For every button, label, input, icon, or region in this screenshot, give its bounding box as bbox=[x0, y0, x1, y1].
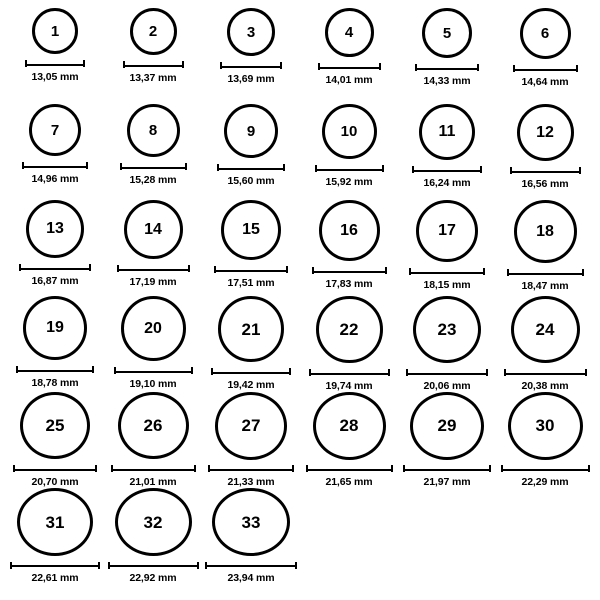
ring-grid bbox=[6, 8, 594, 584]
measure-line bbox=[211, 368, 291, 375]
measure-line bbox=[111, 465, 196, 472]
diameter-label: 13,69 mm bbox=[227, 73, 275, 85]
ring-cell[interactable] bbox=[496, 200, 594, 296]
diameter-label: 16,24 mm bbox=[423, 177, 471, 189]
measure-bracket bbox=[217, 163, 285, 172]
diameter-label: 15,92 mm bbox=[325, 176, 373, 188]
ring-circle[interactable] bbox=[316, 296, 383, 363]
ring-cell[interactable] bbox=[104, 104, 202, 200]
diameter-label: 17,19 mm bbox=[129, 276, 177, 288]
ring-cell[interactable] bbox=[6, 488, 104, 584]
ring-size-label: 32 bbox=[143, 512, 163, 532]
measure-line bbox=[507, 269, 584, 276]
ring-cell[interactable] bbox=[496, 104, 594, 200]
measure-line bbox=[108, 562, 199, 569]
ring-cell[interactable] bbox=[202, 200, 300, 296]
measure-line bbox=[412, 166, 482, 173]
measure-bracket bbox=[406, 368, 488, 377]
measure-bracket bbox=[208, 465, 294, 473]
diameter-label: 18,78 mm bbox=[31, 377, 79, 389]
ring-cell[interactable] bbox=[398, 296, 496, 392]
diameter-label: 18,15 mm bbox=[423, 279, 471, 291]
ring-circle[interactable] bbox=[124, 200, 183, 259]
ring-circle[interactable] bbox=[115, 488, 192, 556]
ring-cell[interactable] bbox=[202, 392, 300, 488]
ring-size-label: 11 bbox=[438, 123, 456, 140]
diameter-label: 14,64 mm bbox=[521, 76, 569, 88]
ring-circle[interactable] bbox=[118, 392, 189, 459]
measure-bracket bbox=[510, 166, 581, 175]
ring-cell[interactable] bbox=[496, 392, 594, 488]
ring-cell[interactable] bbox=[300, 392, 398, 488]
diameter-label: 17,83 mm bbox=[325, 278, 373, 290]
ring-cell[interactable] bbox=[6, 296, 104, 392]
measure-line bbox=[22, 162, 88, 169]
measure-line bbox=[318, 63, 381, 70]
ring-cell[interactable] bbox=[104, 392, 202, 488]
ring-size-label: 29 bbox=[437, 416, 457, 436]
measure-bracket bbox=[22, 161, 88, 170]
ring-size-label: 27 bbox=[241, 416, 261, 436]
measure-bracket bbox=[507, 268, 584, 277]
measure-line bbox=[415, 64, 479, 71]
ring-size-label: 18 bbox=[536, 222, 554, 240]
diameter-label: 16,87 mm bbox=[31, 275, 79, 287]
measure-bracket bbox=[504, 368, 587, 377]
measure-bracket bbox=[108, 561, 199, 569]
measure-line bbox=[312, 267, 387, 274]
ring-circle[interactable] bbox=[313, 392, 386, 460]
measure-bracket bbox=[25, 59, 85, 68]
ring-cell[interactable] bbox=[398, 200, 496, 296]
ring-size-label: 14 bbox=[144, 220, 162, 238]
ring-circle[interactable] bbox=[17, 488, 93, 556]
ring-cell[interactable] bbox=[202, 8, 300, 104]
ring-size-label: 15 bbox=[242, 221, 260, 238]
diameter-label: 21,01 mm bbox=[129, 476, 177, 488]
diameter-label: 23,94 mm bbox=[227, 572, 275, 584]
ring-circle[interactable] bbox=[514, 200, 577, 263]
ring-cell[interactable] bbox=[300, 104, 398, 200]
measure-bracket bbox=[13, 464, 97, 473]
measure-bracket bbox=[211, 367, 291, 376]
diameter-label: 13,37 mm bbox=[129, 72, 177, 84]
diameter-label: 20,38 mm bbox=[521, 380, 569, 392]
ring-circle[interactable] bbox=[325, 8, 374, 57]
measure-line bbox=[217, 164, 285, 171]
measure-bracket bbox=[309, 368, 390, 377]
diameter-label: 22,61 mm bbox=[31, 572, 79, 584]
ring-size-label: 2 bbox=[148, 23, 158, 40]
ring-circle[interactable] bbox=[130, 8, 177, 55]
ring-circle[interactable] bbox=[520, 8, 571, 59]
ring-cell[interactable] bbox=[6, 200, 104, 296]
diameter-label: 20,70 mm bbox=[31, 476, 79, 488]
ring-cell[interactable] bbox=[104, 296, 202, 392]
ring-cell[interactable] bbox=[202, 488, 300, 584]
ring-size-label: 28 bbox=[339, 416, 359, 436]
ring-circle[interactable] bbox=[29, 104, 81, 156]
measure-bracket bbox=[318, 62, 381, 71]
ring-circle[interactable] bbox=[23, 296, 87, 360]
ring-circle[interactable] bbox=[212, 488, 290, 556]
measure-line bbox=[16, 366, 94, 373]
ring-size-label: 17 bbox=[438, 222, 456, 239]
measure-bracket bbox=[123, 60, 184, 69]
ring-size-label: 9 bbox=[246, 122, 256, 140]
measure-line bbox=[309, 369, 390, 376]
ring-cell[interactable] bbox=[398, 104, 496, 200]
ring-size-label: 16 bbox=[340, 221, 358, 239]
measure-line bbox=[114, 367, 193, 374]
ring-circle[interactable] bbox=[322, 104, 377, 159]
ring-cell[interactable] bbox=[6, 8, 104, 104]
ring-cell[interactable] bbox=[398, 8, 496, 104]
ring-circle[interactable] bbox=[319, 200, 380, 261]
ring-circle[interactable] bbox=[511, 296, 580, 363]
diameter-label: 16,56 mm bbox=[521, 178, 569, 190]
measure-line bbox=[25, 60, 85, 67]
ring-circle[interactable] bbox=[517, 104, 574, 161]
measure-bracket bbox=[10, 561, 100, 569]
ring-circle[interactable] bbox=[227, 8, 275, 56]
ring-size-label: 20 bbox=[144, 319, 162, 337]
measure-bracket bbox=[403, 465, 491, 473]
ring-size-label: 10 bbox=[340, 123, 358, 140]
measure-bracket bbox=[409, 267, 485, 276]
ring-size-label: 25 bbox=[45, 416, 65, 436]
ring-size-label: 1 bbox=[50, 22, 60, 40]
ring-circle[interactable] bbox=[218, 296, 284, 362]
ring-cell[interactable] bbox=[6, 104, 104, 200]
ring-size-label: 3 bbox=[246, 23, 256, 41]
diameter-label: 17,51 mm bbox=[227, 277, 275, 289]
ring-cell[interactable] bbox=[300, 200, 398, 296]
ring-size-label: 19 bbox=[46, 319, 64, 336]
measure-line bbox=[205, 562, 297, 569]
diameter-label: 14,01 mm bbox=[325, 74, 373, 86]
measure-line bbox=[19, 264, 91, 271]
ring-size-label: 12 bbox=[536, 123, 554, 141]
ring-size-label: 8 bbox=[148, 122, 158, 139]
ring-cell[interactable] bbox=[398, 392, 496, 488]
measure-line bbox=[120, 163, 187, 170]
measure-bracket bbox=[120, 162, 187, 171]
ring-circle[interactable] bbox=[422, 8, 472, 58]
measure-line bbox=[214, 266, 288, 273]
measure-line bbox=[406, 369, 488, 376]
measure-line bbox=[403, 465, 491, 472]
diameter-label: 21,33 mm bbox=[227, 476, 275, 488]
measure-bracket bbox=[412, 165, 482, 174]
ring-circle[interactable] bbox=[221, 200, 281, 260]
diameter-label: 15,28 mm bbox=[129, 174, 177, 186]
diameter-label: 13,05 mm bbox=[31, 71, 79, 83]
ring-size-label: 5 bbox=[442, 24, 452, 42]
measure-line bbox=[501, 465, 590, 472]
ring-cell[interactable] bbox=[202, 104, 300, 200]
measure-line bbox=[13, 465, 97, 472]
diameter-label: 15,60 mm bbox=[227, 175, 275, 187]
ring-cell[interactable] bbox=[6, 392, 104, 488]
diameter-label: 21,65 mm bbox=[325, 476, 373, 488]
ring-size-label: 4 bbox=[344, 24, 354, 41]
ring-circle[interactable] bbox=[416, 200, 478, 262]
measure-bracket bbox=[312, 266, 387, 275]
ring-size-label: 33 bbox=[241, 512, 261, 532]
ring-size-label: 31 bbox=[45, 512, 65, 532]
measure-bracket bbox=[306, 465, 393, 473]
diameter-label: 22,29 mm bbox=[521, 476, 569, 488]
measure-line bbox=[220, 62, 282, 69]
diameter-label: 19,74 mm bbox=[325, 380, 373, 392]
ring-size-label: 26 bbox=[143, 416, 163, 436]
diameter-label: 19,10 mm bbox=[129, 378, 177, 390]
measure-bracket bbox=[315, 164, 384, 173]
ring-circle[interactable] bbox=[410, 392, 484, 460]
ring-size-label: 30 bbox=[535, 416, 555, 436]
ring-circle[interactable] bbox=[32, 8, 78, 54]
ring-circle[interactable] bbox=[215, 392, 287, 460]
ring-cell[interactable] bbox=[496, 296, 594, 392]
measure-line bbox=[10, 562, 100, 569]
ring-circle[interactable] bbox=[413, 296, 481, 363]
ring-circle[interactable] bbox=[26, 200, 84, 258]
diameter-label: 18,47 mm bbox=[521, 280, 569, 292]
measure-line bbox=[123, 61, 184, 68]
measure-bracket bbox=[220, 61, 282, 70]
diameter-label: 20,06 mm bbox=[423, 380, 471, 392]
diameter-label: 19,42 mm bbox=[227, 379, 275, 391]
ring-size-label: 23 bbox=[437, 320, 457, 340]
measure-line bbox=[504, 369, 587, 376]
ring-circle[interactable] bbox=[127, 104, 180, 157]
ring-cell[interactable] bbox=[496, 8, 594, 104]
ring-cell[interactable] bbox=[104, 488, 202, 584]
measure-line bbox=[306, 465, 393, 472]
measure-line bbox=[315, 165, 384, 172]
measure-bracket bbox=[114, 366, 193, 375]
ring-cell[interactable] bbox=[300, 8, 398, 104]
ring-circle[interactable] bbox=[224, 104, 278, 158]
measure-bracket bbox=[16, 365, 94, 374]
ring-circle[interactable] bbox=[508, 392, 583, 460]
ring-size-label: 6 bbox=[540, 25, 550, 42]
measure-bracket bbox=[117, 264, 190, 273]
ring-cell[interactable] bbox=[104, 200, 202, 296]
ring-size-label: 13 bbox=[46, 220, 64, 237]
ring-circle[interactable] bbox=[20, 392, 90, 459]
measure-bracket bbox=[513, 64, 578, 73]
ring-cell[interactable] bbox=[300, 296, 398, 392]
ring-size-label: 7 bbox=[50, 121, 60, 139]
diameter-label: 21,97 mm bbox=[423, 476, 471, 488]
measure-line bbox=[117, 265, 190, 272]
measure-bracket bbox=[501, 465, 590, 473]
ring-size-label: 21 bbox=[241, 319, 261, 339]
measure-line bbox=[208, 465, 294, 472]
ring-circle[interactable] bbox=[121, 296, 186, 361]
ring-cell[interactable] bbox=[104, 8, 202, 104]
diameter-label: 22,92 mm bbox=[129, 572, 177, 584]
measure-bracket bbox=[214, 265, 288, 274]
measure-bracket bbox=[19, 263, 91, 272]
measure-line bbox=[513, 65, 578, 72]
measure-line bbox=[510, 167, 581, 174]
measure-bracket bbox=[111, 464, 196, 473]
ring-cell[interactable] bbox=[202, 296, 300, 392]
ring-size-label: 22 bbox=[339, 320, 359, 339]
measure-bracket bbox=[205, 561, 297, 569]
measure-bracket bbox=[415, 63, 479, 72]
ring-size-label: 24 bbox=[535, 320, 555, 340]
measure-line bbox=[409, 268, 485, 275]
diameter-label: 14,33 mm bbox=[423, 75, 471, 87]
ring-circle[interactable] bbox=[419, 104, 475, 160]
diameter-label: 14,96 mm bbox=[31, 173, 79, 185]
